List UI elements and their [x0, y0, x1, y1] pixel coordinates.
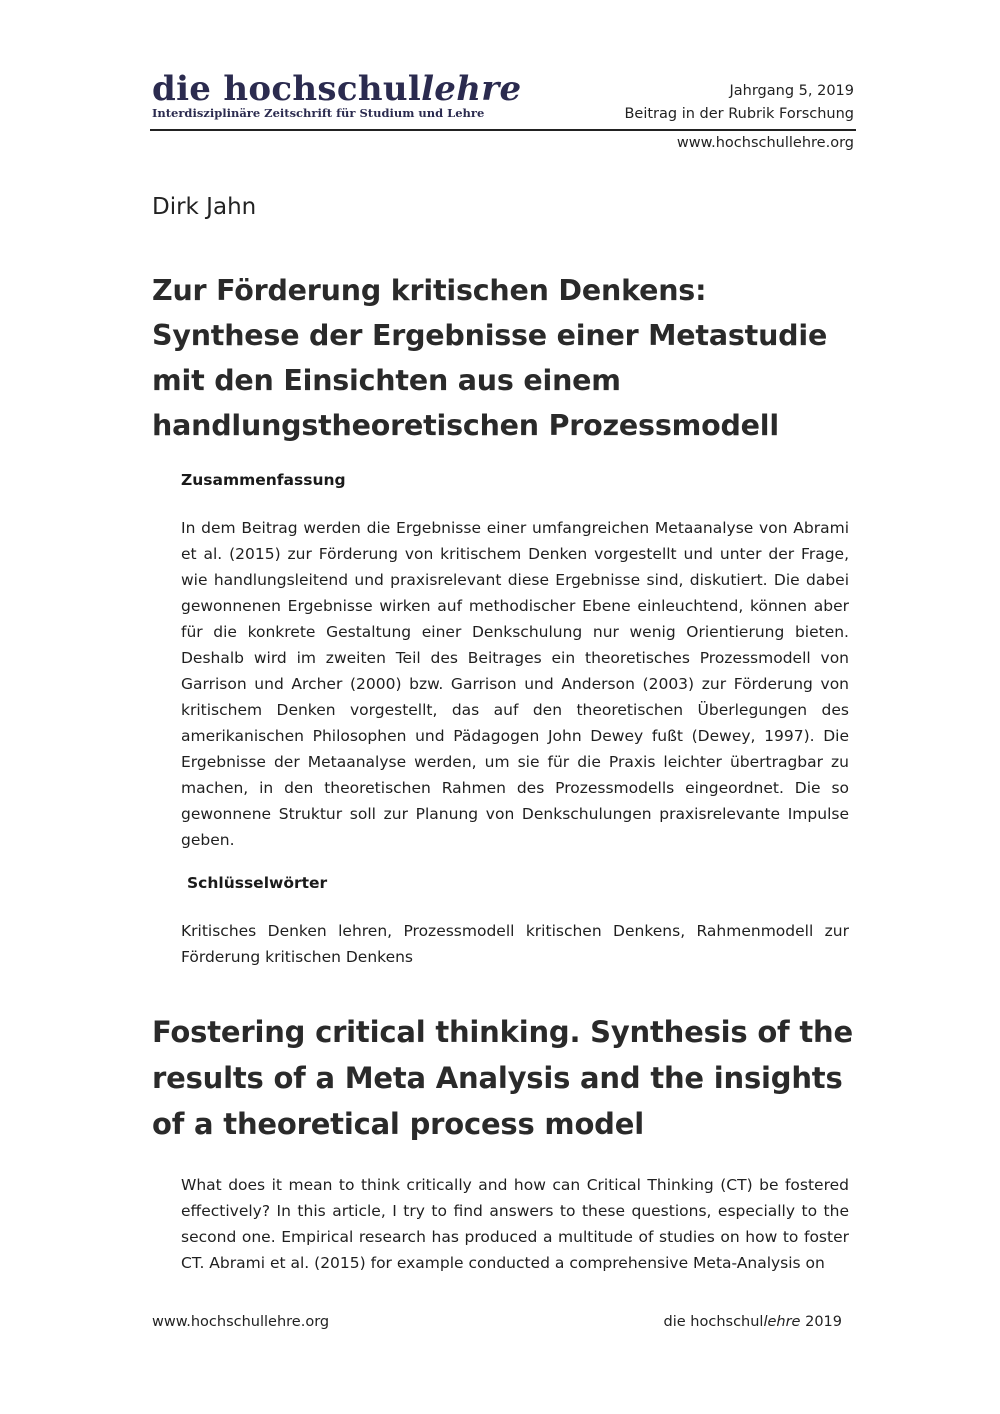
english-title: Fostering critical thinking. Synthesis of the results of a Meta Analysis and the insights of a theoretical process model: [152, 1015, 853, 1141]
logo-regular-part: die hochschul: [152, 69, 422, 109]
journal-rubric: Beitrag in der Rubrik Forschung: [624, 106, 854, 122]
journal-subtitle: Interdisziplinäre Zeitschrift für Studium und Lehre: [152, 106, 485, 120]
abstract-heading: Zusammenfassung: [181, 471, 346, 489]
footer-url: www.hochschullehre.org: [152, 1314, 330, 1330]
keywords-heading: Schlüsselwörter: [187, 874, 328, 892]
journal-logo: [152, 70, 521, 120]
logo-italic-part: lehre: [421, 69, 522, 109]
journal-meta: [624, 80, 854, 126]
footer-year: 2019: [805, 1314, 842, 1330]
journal-url: www.hochschullehre.org: [676, 135, 854, 151]
header-divider: [150, 129, 856, 131]
author-name: Dirk Jahn: [152, 194, 257, 220]
english-abstract-text: What does it mean to think critically and how can Critical Thinking (CT) be fostered effectively? In this article, I try to find answers to these questions, especially to the second one. Empirical research has produced a multitude of studies on how to foster CT. Abrami et al. (2015) for example conducted a comprehensive Meta-Analysis on: [181, 1176, 849, 1272]
footer-journal-regular: die hochschul: [663, 1314, 764, 1330]
footer-journal-italic: lehre: [763, 1314, 801, 1330]
abstract-text: In dem Beitrag werden die Ergebnisse einer umfangreichen Metaanalyse von Abrami et al. (2015) zur Förderung von kritischem Denken vorgestellt und unter der Frage, wie handlungsleitend und praxisrelevant diese Ergebnisse sind, diskutiert. Die dabei gewonnenen Ergebnisse wirken auf methodischer Ebene einleuchtend, können aber für die konkrete Gestaltung einer Denkschulung nur wenig Orientierung bieten. Deshalb wird im zweiten Teil des Beitrages ein theoretisches Prozessmodell von Garrison und Archer (2000) bzw. Garrison und Anderson (2003) zur Förderung von kritischem Denken vorgestellt, das auf den theoretischen Überlegungen des amerikanischen Philosophen und Pädagogen John Dewey fußt (Dewey, 1997). Die Ergebnisse der Metaanalyse werden, um sie für die Praxis leichter übertragbar zu machen, in den theoretischen Rahmen des Prozessmodells eingeordnet. Die so gewonnene Struktur soll zur Planung von Denkschulungen praxisrelevante Impulse geben.: [181, 519, 849, 849]
footer-journal: [664, 1314, 842, 1330]
keywords-text: Kritisches Denken lehren, Prozessmodell kritischen Denkens, Rahmenmodell zur Förderung kritischen Denkens: [181, 922, 849, 966]
journal-volume: Jahrgang 5, 2019: [729, 83, 854, 99]
german-title: Zur Förderung kritischen Denkens: Synthese der Ergebnisse einer Metastudie mit den Einsichten aus einem handlungstheoretischen Prozessmodell: [152, 274, 828, 442]
journal-logo-title: [152, 70, 521, 108]
